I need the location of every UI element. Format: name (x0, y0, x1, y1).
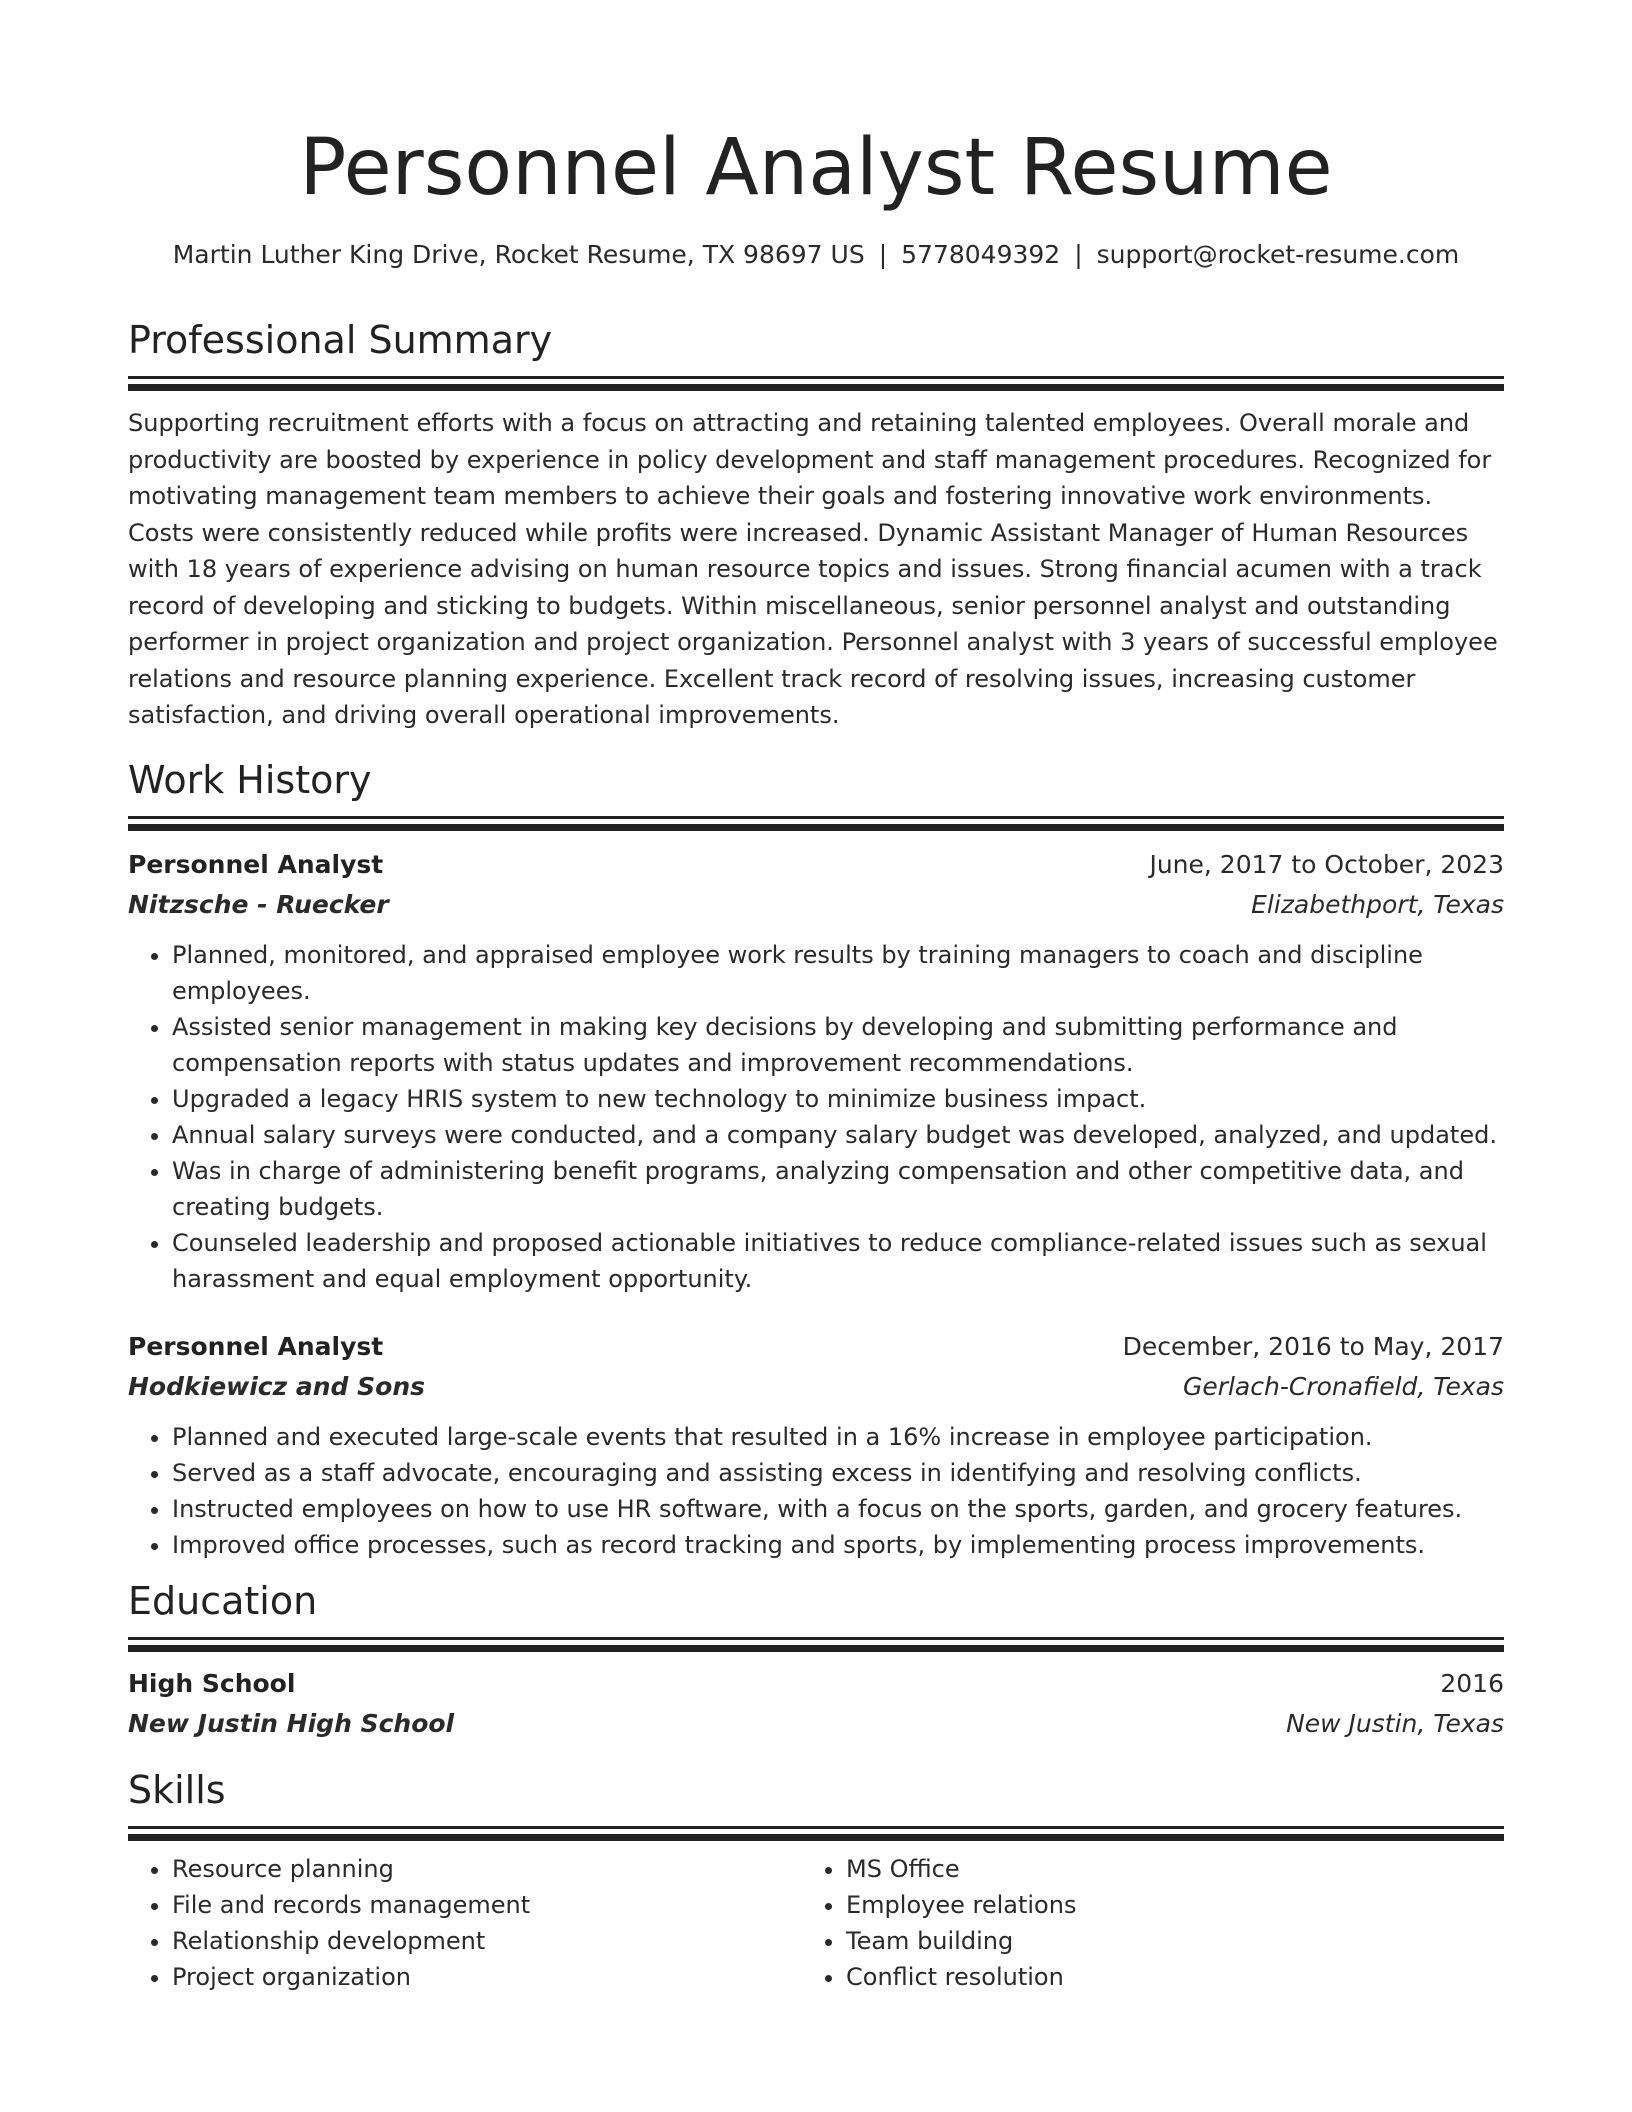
job-bullets (128, 937, 1504, 1297)
education-header (128, 1664, 1504, 1704)
job-bullets (128, 1419, 1504, 1563)
education-entry (128, 1664, 1504, 1744)
section-title-summary: Professional Summary (128, 318, 553, 362)
list-item: • Upgraded a legacy HRIS system to new technology to minimize business impact. (172, 1081, 1504, 1117)
job-subheader (128, 1367, 1504, 1407)
job-location: Elizabethport, Texas (1251, 889, 1504, 919)
job-entry (128, 1327, 1504, 1563)
job-title: Personnel Analyst (128, 1331, 384, 1361)
job-dates: June, 2017 to October, 2023 (1149, 849, 1504, 879)
school-name: New Justin High School (128, 1708, 455, 1738)
job-entry (128, 845, 1504, 1297)
section-divider-thick (128, 384, 1504, 391)
section-divider-thick (128, 1645, 1504, 1652)
school-location: New Justin, Texas (1286, 1708, 1504, 1738)
email: support@rocket-resume.com (1096, 240, 1460, 269)
section-title-skills: Skills (128, 1767, 226, 1812)
list-item: • Counseled leadership and proposed actionable initiatives to reduce compliance-related issues such as sexual harassment and equal employment opportunity. (172, 1225, 1504, 1297)
skills-columns (128, 1851, 1504, 1995)
skills-section (128, 1766, 1504, 1995)
company-name: Nitzsche - Ruecker (128, 889, 389, 919)
list-item: • Instructed employees on how to use HR software, with a focus on the sports, garden, and grocery features. (172, 1491, 1504, 1527)
summary-section (128, 316, 1504, 734)
list-item: • Assisted senior management in making key decisions by developing and submitting performance and compensation reports with status updates and improvement recommendations. (172, 1009, 1504, 1081)
job-header (128, 1327, 1504, 1367)
list-item: • Served as a staff advocate, encouraging and assisting excess in identifying and resolving conflicts. (172, 1455, 1504, 1491)
graduation-year: 2016 (1440, 1668, 1504, 1698)
skill-item: • Team building (846, 1923, 1476, 1959)
job-subheader (128, 885, 1504, 925)
phone: 5778049392 (901, 240, 1061, 269)
education-section (128, 1577, 1504, 1744)
section-divider (128, 1637, 1504, 1640)
list-item: • Annual salary surveys were conducted, and a company salary budget was developed, analyzed, and updated. (172, 1117, 1504, 1153)
skill-item: • Relationship development (172, 1923, 802, 1959)
degree: High School (128, 1668, 296, 1698)
list-item: • Improved office processes, such as record tracking and sports, by implementing process improvements. (172, 1527, 1504, 1563)
skill-item: • MS Office (846, 1851, 1476, 1887)
address: Martin Luther King Drive, Rocket Resume, TX 98697 US (172, 240, 865, 269)
section-title-education: Education (128, 1578, 318, 1623)
contact-line (128, 238, 1504, 272)
separator: | (878, 240, 888, 269)
section-divider-thick (128, 1834, 1504, 1841)
work-history-section (128, 756, 1504, 1563)
list-item: • Was in charge of administering benefit programs, analyzing compensation and other competitive data, and creating budgets. (172, 1153, 1504, 1225)
section-title-work-history: Work History (128, 757, 372, 802)
section-divider-thick (128, 824, 1504, 831)
job-header (128, 845, 1504, 885)
section-divider (128, 816, 1504, 819)
skills-list-left (128, 1851, 802, 1995)
resume-title: Personnel Analyst Resume (299, 123, 1333, 213)
job-dates: December, 2016 to May, 2017 (1122, 1331, 1504, 1361)
summary-text: Supporting recruitment efforts with a focus on attracting and retaining talented employees. Overall morale and productivity are boosted by experience in policy development and staff management procedures. Recognized for motivating management team members to achieve their goals and fostering innovative work environments. Costs were consistently reduced while profits were increased. Dynamic Assistant Manager of Human Resources with 18 years of experience advising on human resource topics and issues. Strong financial acumen with a track record of developing and sticking to budgets. Within miscellaneous, senior personnel analyst and outstanding performer in project organization and project organization. Personnel analyst with 3 years of successful employee relations and resource planning experience. Excellent track record of resolving issues, increasing customer satisfaction, and driving overall operational improvements. (128, 409, 1498, 729)
list-item: • Planned and executed large-scale events that resulted in a 16% increase in employee participation. (172, 1419, 1504, 1455)
skill-item: • Employee relations (846, 1887, 1476, 1923)
education-subheader (128, 1704, 1504, 1744)
skill-item: • Conflict resolution (846, 1959, 1476, 1995)
skill-item: • File and records management (172, 1887, 802, 1923)
job-location: Gerlach-Cronafield, Texas (1182, 1371, 1504, 1401)
list-item: • Planned, monitored, and appraised employee work results by training managers to coach and discipline employees. (172, 937, 1504, 1009)
job-title: Personnel Analyst (128, 849, 384, 879)
company-name: Hodkiewicz and Sons (128, 1371, 426, 1401)
separator: | (1074, 240, 1083, 269)
section-divider (128, 1826, 1504, 1829)
skill-item: • Resource planning (172, 1851, 802, 1887)
skills-list-right (802, 1851, 1476, 1995)
section-divider (128, 376, 1504, 379)
skill-item: • Project organization (172, 1959, 802, 1995)
